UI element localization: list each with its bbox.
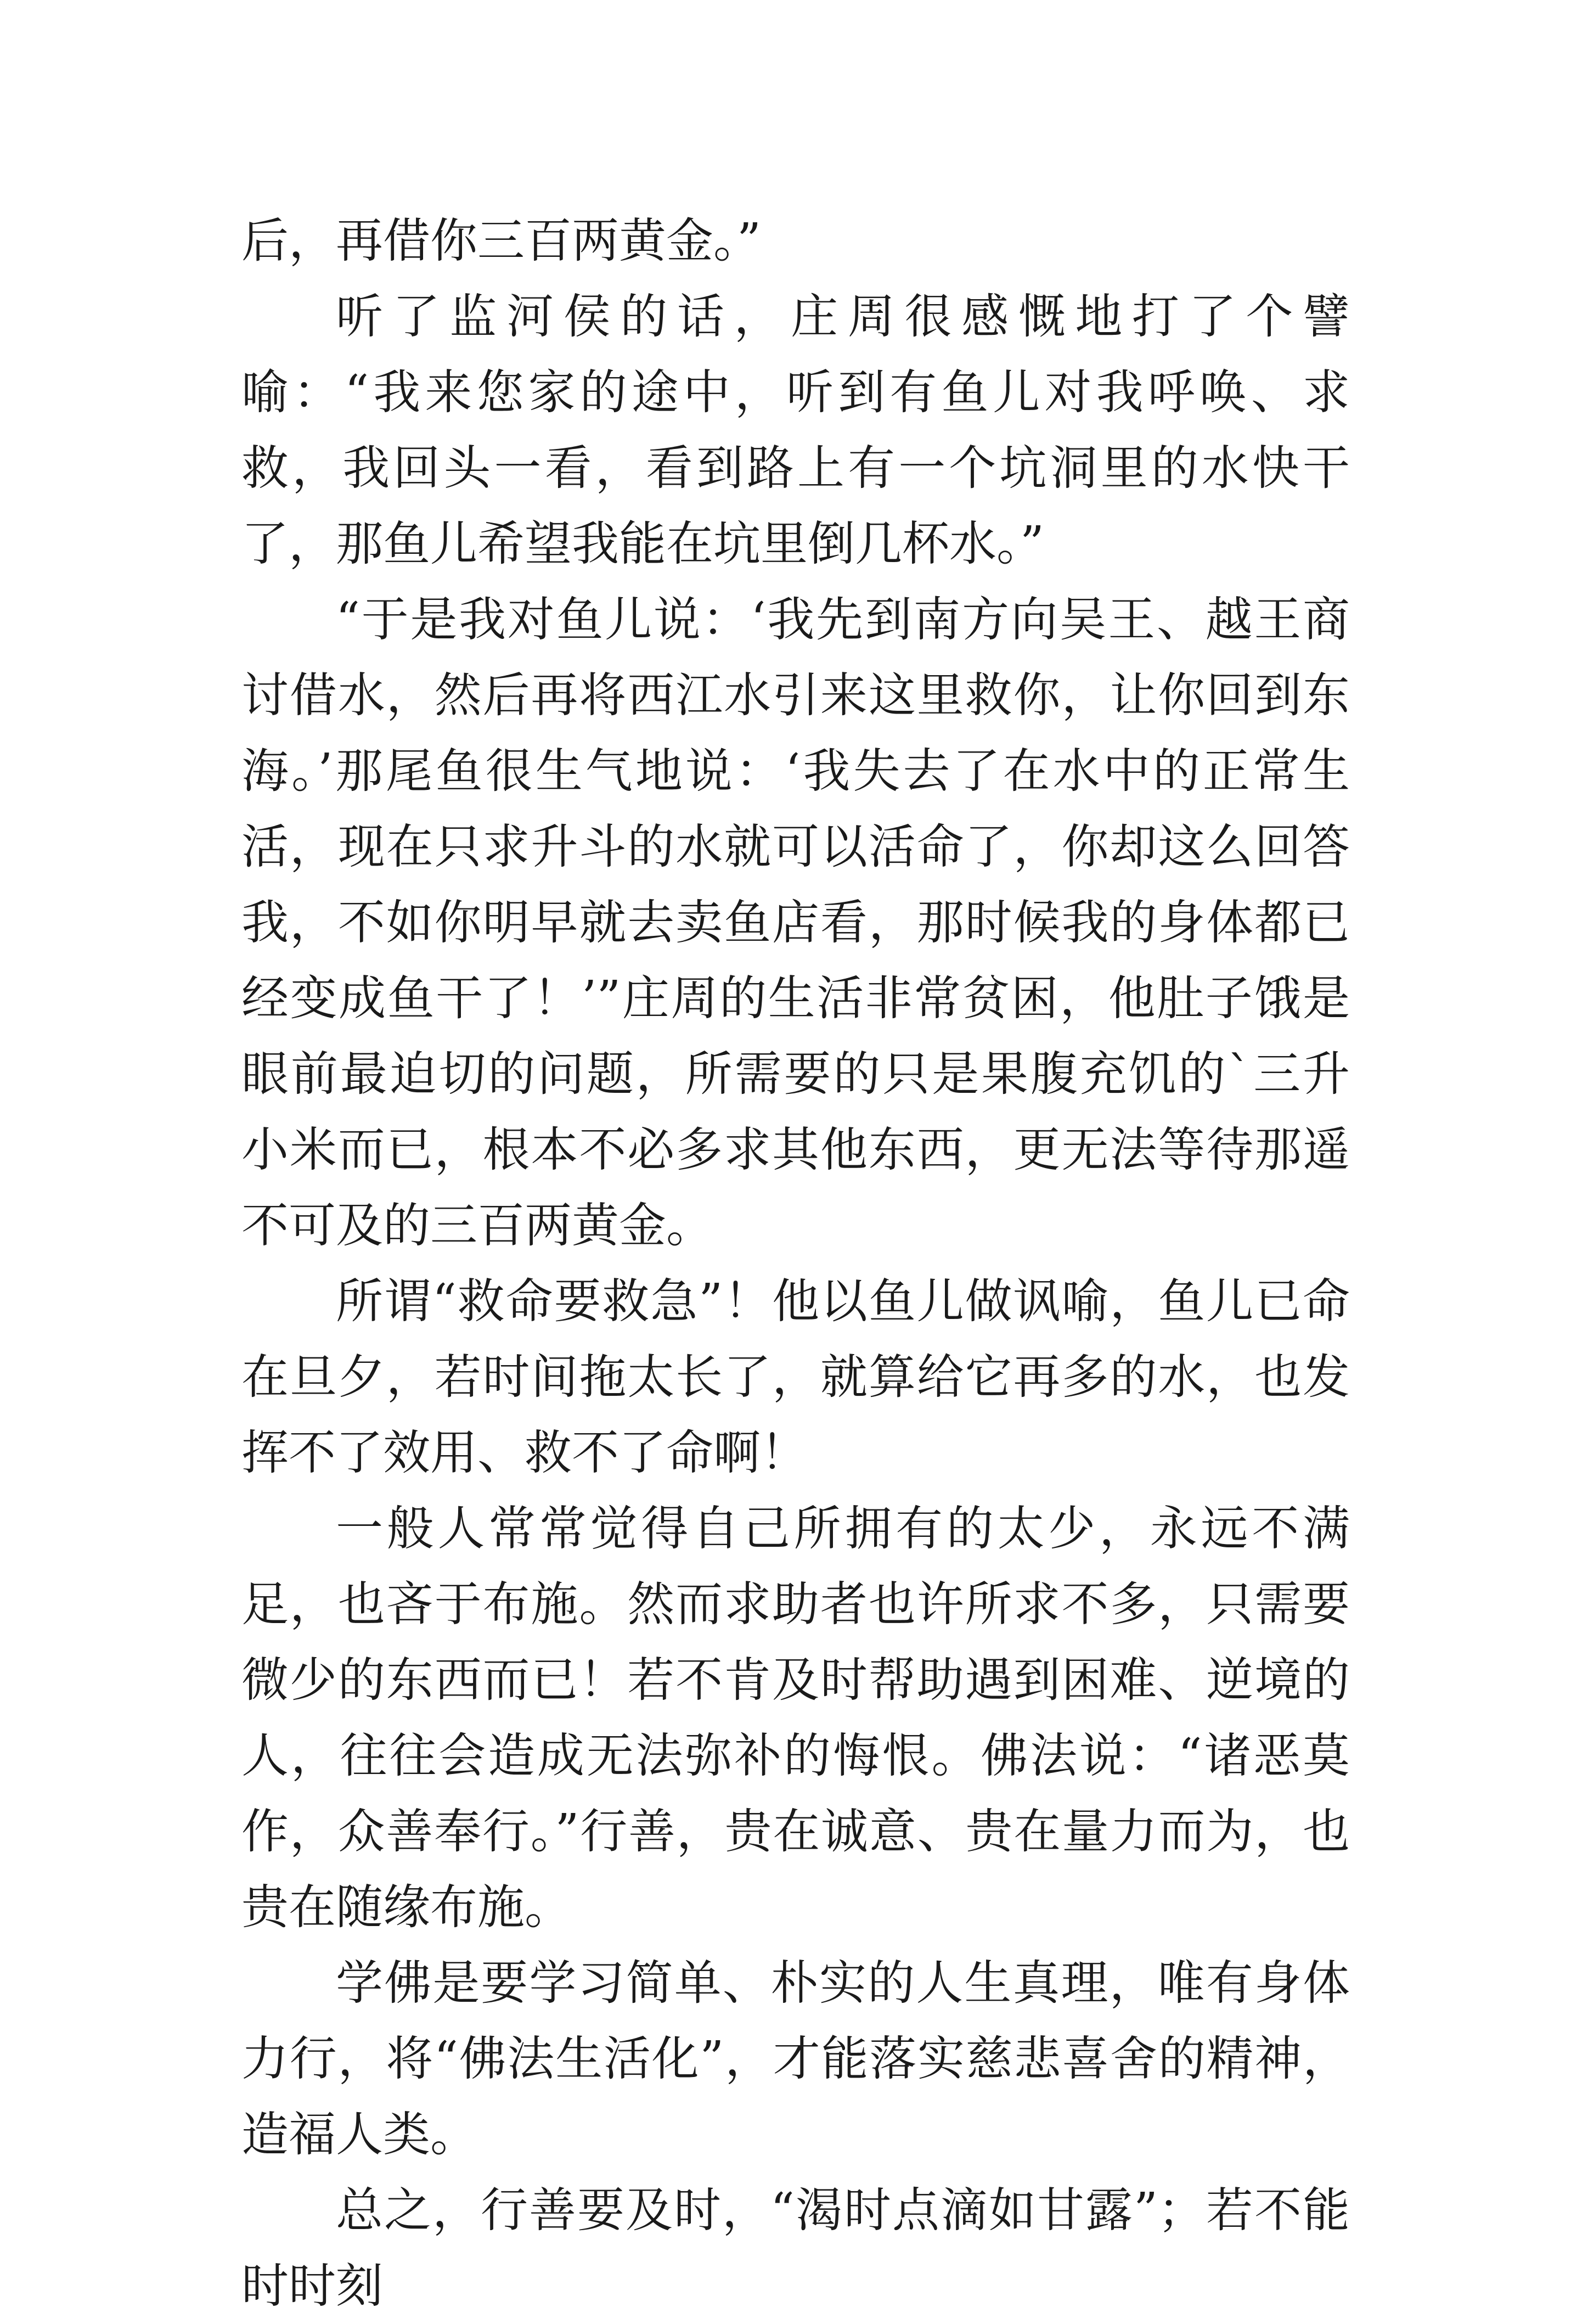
document-body <box>241 203 1350 2324</box>
paragraph-5: 一般人常常觉得自己所拥有的太少，永远不满足，也吝于布施。然而求助者也许所求不多，只需要微少的东西而已！若不肯及时帮助遇到困难、逆境的人，往往会造成无法弥补的悔恨。佛法说：“诸恶莫作，众善奉行。”行善，贵在诚意、贵在量力而为，也贵在随缘布施。 <box>241 1501 1350 1935</box>
paragraph-3: “于是我对鱼儿说：‘我先到南方向吴王、越王商讨借水，然后再将西江水引来这里救你，让你回到东海。’那尾鱼很生气地说：‘我失去了在水中的正常生活，现在只求升斗的水就可以活命了，你却这么回答我，不如你明早就去卖鱼店看，那时候我的身体都已经变成鱼干了！’”庄周的生活非常贫困，他肚子饿是眼前最迫切的问题，所需要的只是果腹充饥的`三升小米而已，根本不必多求其他东西，更无法等待那遥不可及的三百两黄金。 <box>241 592 1350 1253</box>
paragraph-4: 所谓“救命要救急”！他以鱼儿做讽喻，鱼儿已命在旦夕，若时间拖太长了，就算给它再多的水，也发挥不了效用、救不了命啊！ <box>241 1274 1350 1480</box>
paragraph-1: 后，再借你三百两黄金。” <box>241 214 761 268</box>
paragraph-2: 听了监河侯的话，庄周很感慨地打了个譬喻：“我来您家的途中，听到有鱼儿对我呼唤、求救，我回头一看，看到路上有一个坑洞里的水快干了，那鱼儿希望我能在坑里倒几杯水。” <box>241 289 1350 571</box>
paragraph-7: 总之，行善要及时，“渴时点滴如甘露”；若不能时时刻 <box>241 2183 1350 2314</box>
paragraph-6: 学佛是要学习简单、朴实的人生真理，唯有身体力行，将“佛法生活化”，才能落实慈悲喜舍的精神，造福人类。 <box>241 1956 1350 2162</box>
